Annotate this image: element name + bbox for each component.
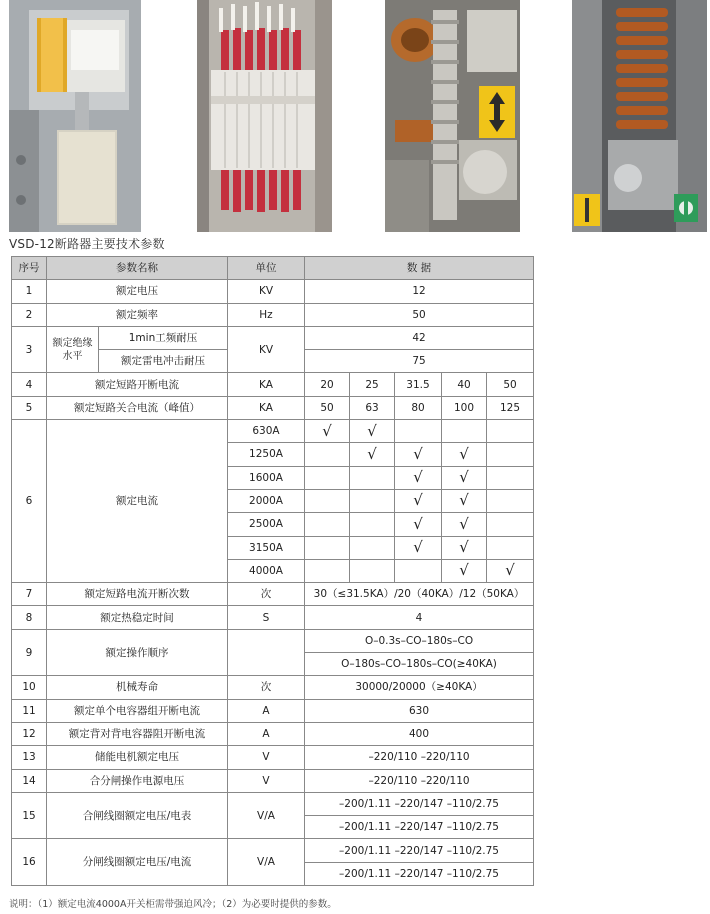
check-mark-icon: √	[442, 559, 487, 582]
header-no: 序号	[12, 257, 47, 280]
row-value: 25	[350, 373, 395, 396]
row-no: 11	[12, 699, 47, 722]
row-no: 4	[12, 373, 47, 396]
check-mark-icon: √	[442, 513, 487, 536]
row-value: 400	[305, 722, 534, 745]
row-name: 额定短路开断电流	[47, 373, 228, 396]
row-name: 额定背对背电容器阻开断电流	[47, 722, 228, 745]
row-group-label: 额定绝缘水平	[47, 326, 99, 373]
row-no: 15	[12, 792, 47, 839]
row-unit: V	[228, 769, 305, 792]
spec-table	[11, 256, 534, 886]
row-value: 100	[442, 396, 487, 419]
table-row	[12, 326, 534, 349]
row-value: 12	[305, 280, 534, 303]
table-row	[12, 699, 534, 722]
check-mark-icon: √	[350, 420, 395, 443]
row-value: 20	[305, 373, 350, 396]
row-no: 1	[12, 280, 47, 303]
row-name: 额定操作顺序	[47, 629, 228, 676]
check-mark-icon: √	[487, 559, 534, 582]
row-name: 额定短路电流开断次数	[47, 583, 228, 606]
header-unit: 单位	[228, 257, 305, 280]
current-rating: 3150A	[228, 536, 305, 559]
row-value: 75	[305, 350, 534, 373]
row-value: 4	[305, 606, 534, 629]
row-name: 额定频率	[47, 303, 228, 326]
row-name: 额定电压	[47, 280, 228, 303]
current-rating: 4000A	[228, 559, 305, 582]
row-unit: V/A	[228, 792, 305, 839]
table-row	[12, 583, 534, 606]
table-row	[12, 629, 534, 652]
check-mark-icon: √	[442, 489, 487, 512]
footnote: 说明：（1）额定电流4000A开关柜需带强迫风冷；（2）为必要时提供的参数。	[9, 899, 337, 910]
row-value: 125	[487, 396, 534, 419]
table-row	[12, 606, 534, 629]
row-name: 机械寿命	[47, 676, 228, 699]
photo-strip	[0, 0, 710, 232]
row-no: 5	[12, 396, 47, 419]
row-no: 14	[12, 769, 47, 792]
row-no: 6	[12, 420, 47, 583]
row-sub-name: 1min工频耐压	[99, 326, 228, 349]
row-name: 分闸线圈额定电压/电流	[47, 839, 228, 886]
row-value: 31.5	[395, 373, 442, 396]
table-header-row	[12, 257, 534, 280]
row-no: 10	[12, 676, 47, 699]
row-value: –200/1.11 –220/147 –110/2.75	[305, 862, 534, 885]
table-row	[12, 839, 534, 862]
row-no: 2	[12, 303, 47, 326]
check-mark-icon: √	[350, 443, 395, 466]
check-mark-icon: √	[395, 466, 442, 489]
row-value: 50	[305, 396, 350, 419]
row-unit: KV	[228, 326, 305, 373]
row-name: 额定热稳定时间	[47, 606, 228, 629]
check-mark-icon: √	[395, 489, 442, 512]
row-no: 7	[12, 583, 47, 606]
check-mark-icon: √	[305, 420, 350, 443]
row-value: 630	[305, 699, 534, 722]
row-unit: Hz	[228, 303, 305, 326]
row-value: –200/1.11 –220/147 –110/2.75	[305, 839, 534, 862]
row-value: 40	[442, 373, 487, 396]
row-value: 80	[395, 396, 442, 419]
row-no: 3	[12, 326, 47, 373]
table-row	[12, 792, 534, 815]
row-name: 储能电机额定电压	[47, 746, 228, 769]
check-mark-icon: √	[395, 513, 442, 536]
document-title: VSD-12断路器主要技术参数	[9, 237, 165, 251]
table-row	[12, 722, 534, 745]
row-value: 50	[305, 303, 534, 326]
check-mark-icon: √	[395, 536, 442, 559]
table-row	[12, 303, 534, 326]
current-rating: 2000A	[228, 489, 305, 512]
row-name: 额定电流	[47, 420, 228, 583]
row-unit: A	[228, 699, 305, 722]
row-unit: KA	[228, 396, 305, 419]
row-value: –220/110 –220/110	[305, 769, 534, 792]
table-row	[12, 420, 534, 443]
check-mark-icon: √	[442, 443, 487, 466]
row-value: O–180s–CO–180s–CO(≥40KA)	[305, 653, 534, 676]
row-name: 合分闸操作电源电压	[47, 769, 228, 792]
photo-spring-mechanism	[572, 0, 707, 232]
row-value: –200/1.11 –220/147 –110/2.75	[305, 816, 534, 839]
row-unit: 次	[228, 583, 305, 606]
table-row	[12, 396, 534, 419]
table-row	[12, 676, 534, 699]
row-name: 合闸线圈额定电压/电表	[47, 792, 228, 839]
photo-gear-mechanism	[385, 0, 520, 232]
row-unit: 次	[228, 676, 305, 699]
check-mark-icon: √	[442, 466, 487, 489]
table-row	[12, 746, 534, 769]
photo-terminal-block	[197, 0, 332, 232]
row-no: 9	[12, 629, 47, 676]
row-no: 13	[12, 746, 47, 769]
row-no: 16	[12, 839, 47, 886]
check-mark-icon: √	[442, 536, 487, 559]
current-rating: 2500A	[228, 513, 305, 536]
row-unit: KA	[228, 373, 305, 396]
current-rating: 1250A	[228, 443, 305, 466]
row-no: 12	[12, 722, 47, 745]
table-row	[12, 769, 534, 792]
current-rating: 1600A	[228, 466, 305, 489]
row-unit: S	[228, 606, 305, 629]
row-value: 30000/20000（≥40KA）	[305, 676, 534, 699]
row-value: O–0.3s–CO–180s–CO	[305, 629, 534, 652]
row-name: 额定短路关合电流（峰值）	[47, 396, 228, 419]
header-name: 参数名称	[47, 257, 228, 280]
row-value: 63	[350, 396, 395, 419]
row-value: –200/1.11 –220/147 –110/2.75	[305, 792, 534, 815]
current-rating: 630A	[228, 420, 305, 443]
row-name: 额定单个电容器组开断电流	[47, 699, 228, 722]
row-value: 42	[305, 326, 534, 349]
row-no: 8	[12, 606, 47, 629]
row-unit: A	[228, 722, 305, 745]
check-mark-icon: √	[395, 443, 442, 466]
header-data: 数 据	[305, 257, 534, 280]
row-unit	[228, 629, 305, 676]
table-row	[12, 373, 534, 396]
row-unit: KV	[228, 280, 305, 303]
row-value: 50	[487, 373, 534, 396]
row-value: –220/110 –220/110	[305, 746, 534, 769]
row-value: 30（≤31.5KA）/20（40KA）/12（50KA）	[305, 583, 534, 606]
row-unit: V/A	[228, 839, 305, 886]
photo-coil-assembly	[9, 0, 141, 232]
table-row	[12, 280, 534, 303]
row-sub-name: 额定雷电冲击耐压	[99, 350, 228, 373]
row-unit: V	[228, 746, 305, 769]
